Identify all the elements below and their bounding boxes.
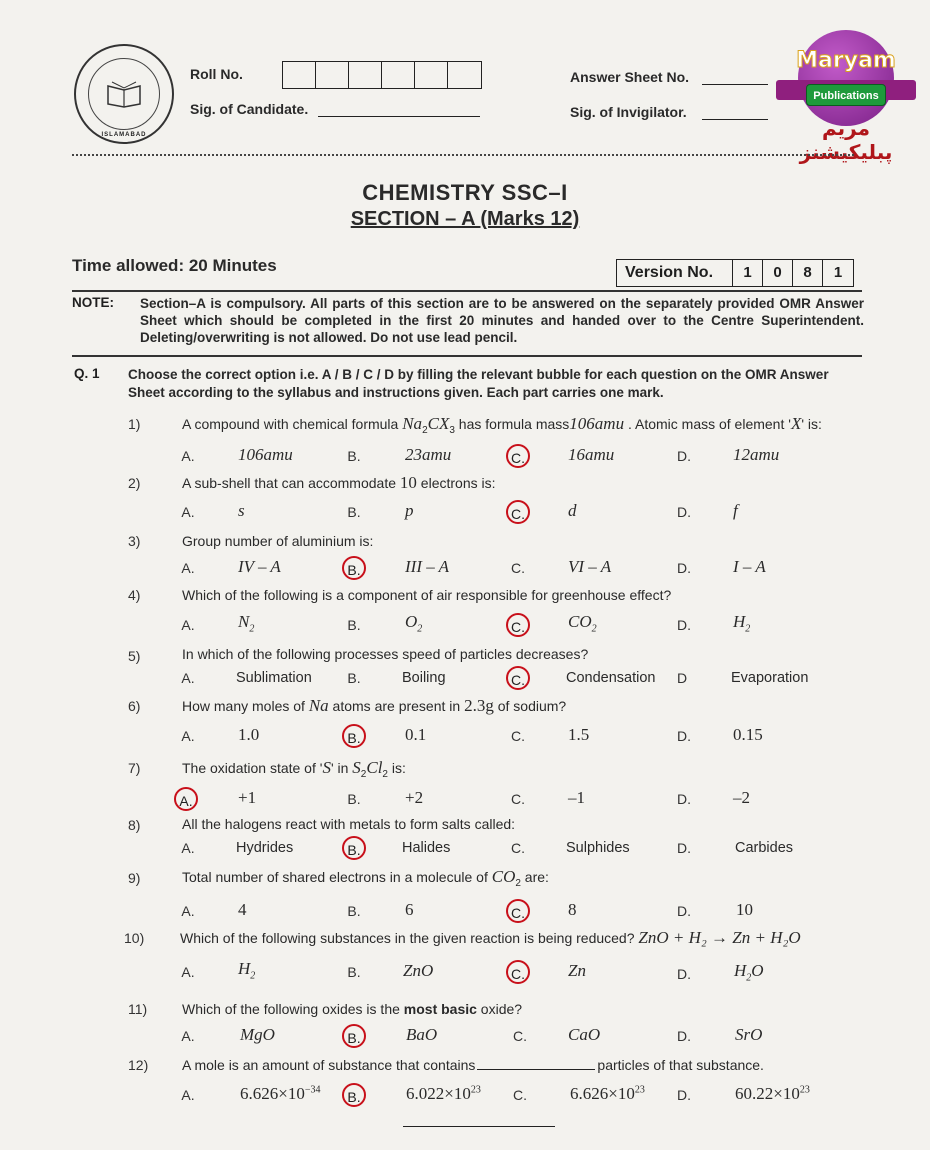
option-number: 6.022×10	[406, 1084, 471, 1103]
option-exponent: −34	[304, 1084, 321, 1096]
stem-text: ' in	[330, 760, 349, 776]
stem-math: 10	[399, 473, 417, 492]
option-value: IV – A	[238, 557, 281, 576]
option-value: ZnO	[403, 961, 434, 980]
stem-sub: 3	[449, 424, 455, 436]
stem-text: Which of the following oxides is the	[182, 1001, 404, 1017]
item-stem	[180, 928, 801, 948]
option-b-bubble[interactable]: B.	[347, 448, 361, 464]
option-d-bubble[interactable]: D.	[677, 560, 691, 576]
option-value: +1	[238, 788, 257, 807]
option-value: f	[733, 501, 738, 520]
option-sub: 2	[745, 623, 751, 635]
dotted-separator	[72, 154, 854, 156]
item-stem	[182, 414, 822, 436]
book-icon	[106, 80, 142, 108]
logo-name: Maryam	[796, 48, 896, 73]
item-number: 7)	[128, 760, 141, 776]
option-value	[238, 612, 254, 634]
option-value: s	[238, 501, 245, 520]
stem-math: X	[790, 414, 802, 433]
stem-math: 106amu	[569, 414, 625, 433]
version-label: Version No.	[617, 260, 733, 286]
option-value: 4	[238, 900, 247, 919]
option-value: Zn	[568, 961, 586, 980]
option-sub: 2	[746, 972, 752, 984]
option-a-bubble[interactable]: A.	[181, 840, 195, 856]
item-number: 10)	[124, 930, 145, 946]
logo-urdu-text: مریم پبلیکیشنز	[799, 116, 893, 164]
item-stem	[182, 473, 496, 493]
stem-text: of sodium?	[493, 698, 567, 714]
option-a-bubble[interactable]: A.	[181, 964, 195, 980]
item-stem: In which of the following processes speed of particles decreases?	[182, 646, 589, 662]
option-b-bubble[interactable]: B.	[347, 670, 361, 686]
option-sub: 2	[250, 970, 256, 982]
stem-text: A sub-shell that can accommodate	[182, 475, 397, 491]
option-a-bubble[interactable]: A.	[181, 560, 195, 576]
stem-math: S	[322, 758, 331, 777]
paper-title: CHEMISTRY SSC–I	[362, 180, 568, 205]
option-sub: 2	[591, 623, 597, 635]
option-value: p	[405, 501, 414, 520]
option-d-bubble[interactable]: D.	[677, 1087, 691, 1103]
option-c-bubble-selected[interactable]: C.	[506, 899, 530, 923]
option-value: Condensation	[566, 670, 656, 686]
option-value: Evaporation	[731, 670, 809, 686]
item-stem: Group number of aluminium is:	[182, 533, 374, 549]
option-value: I – A	[733, 557, 766, 576]
roll-label: Roll No.	[190, 66, 243, 82]
item-number: 3)	[128, 533, 141, 549]
option-value: SrO	[735, 1025, 763, 1044]
stem-text: oxide?	[476, 1001, 523, 1017]
option-sub: 2	[249, 623, 255, 635]
option-c-bubble-selected[interactable]: C.	[506, 444, 530, 468]
option-sub: 2	[417, 623, 423, 635]
roll-digit-box[interactable]	[415, 62, 448, 88]
logo-circle	[798, 30, 894, 126]
option-value: 8	[568, 900, 577, 919]
item-stem: Which of the following is a component of air responsible for greenhouse effect?	[182, 587, 672, 603]
stem-sub: 2	[422, 424, 428, 436]
stem-text: electrons is:	[416, 475, 496, 491]
option-number: 6.626×10	[240, 1084, 305, 1103]
question-label: Q. 1	[74, 366, 100, 381]
item-number: 9)	[128, 870, 141, 886]
publisher-logo	[776, 30, 916, 164]
section-title-text: SECTION – A (Marks 12)	[350, 208, 580, 230]
stem-math: Na	[402, 414, 423, 433]
option-value	[570, 1084, 645, 1104]
stem-math: CO	[491, 867, 516, 886]
option-value: Halides	[402, 840, 451, 856]
item-number: 6)	[128, 698, 141, 714]
option-formula: N	[238, 612, 250, 631]
option-value: 23amu	[405, 445, 452, 464]
option-value: –2	[733, 788, 750, 807]
answer-sheet-field[interactable]	[702, 84, 768, 85]
option-value: +2	[405, 788, 424, 807]
reaction-equation: ZnO + H₂ → Zn + H₂O	[638, 928, 801, 947]
option-a-bubble[interactable]: A.	[181, 1087, 195, 1103]
item-number: 1)	[128, 416, 141, 432]
option-a-bubble[interactable]: A.	[181, 1028, 195, 1044]
option-d-bubble[interactable]: D.	[677, 966, 691, 982]
option-d-bubble[interactable]: D.	[677, 1028, 691, 1044]
option-exponent: 23	[634, 1084, 645, 1096]
end-line	[403, 1126, 555, 1127]
stem-text: Which of the following substances in the given reaction is being reduced?	[180, 930, 635, 946]
stem-text: How many moles of	[182, 698, 305, 714]
option-value: 16amu	[568, 445, 615, 464]
option-value: CaO	[568, 1025, 601, 1044]
option-b-bubble[interactable]: B.	[347, 903, 361, 919]
item-stem: All the halogens react with metals to form salts called:	[182, 816, 516, 832]
option-value	[405, 612, 422, 634]
option-c-bubble[interactable]: C.	[513, 1028, 527, 1044]
option-value	[733, 612, 750, 634]
stem-text: are:	[520, 869, 549, 885]
option-c-bubble-selected[interactable]: C.	[506, 500, 530, 524]
option-exponent: 23	[799, 1084, 810, 1096]
stem-text: particles of that substance.	[597, 1057, 764, 1073]
option-formula: H	[238, 959, 251, 978]
option-value	[735, 1084, 810, 1104]
option-value	[238, 959, 255, 981]
stem-text: has formula mass	[454, 416, 570, 432]
stem-text: A compound with chemical formula	[182, 416, 399, 432]
option-number: 6.626×10	[570, 1084, 635, 1103]
option-d-bubble[interactable]: D.	[677, 728, 691, 744]
option-formula: O	[751, 961, 764, 980]
option-d-bubble[interactable]: D.	[677, 504, 691, 520]
option-value: 6	[405, 900, 414, 919]
item-number: 12)	[128, 1057, 149, 1073]
option-b-bubble-selected[interactable]: B.	[342, 724, 366, 748]
item-number: 2)	[128, 475, 141, 491]
option-formula: H	[734, 961, 747, 980]
stem-text: ' is:	[801, 416, 822, 432]
option-d-bubble[interactable]: D.	[677, 903, 691, 919]
divider-bottom	[72, 355, 862, 357]
roll-number-boxes[interactable]	[282, 61, 482, 89]
item-number: 8)	[128, 817, 141, 833]
option-d-bubble[interactable]: D.	[677, 791, 691, 807]
roll-digit-box[interactable]	[283, 62, 316, 88]
option-exponent: 23	[470, 1084, 481, 1096]
option-a-bubble[interactable]: A.	[181, 617, 195, 633]
stem-math: Na	[308, 696, 329, 715]
option-value: Carbides	[735, 840, 794, 856]
item-number: 5)	[128, 648, 141, 664]
option-value: BaO	[406, 1025, 438, 1044]
option-value: III – A	[405, 557, 450, 576]
option-value: Sulphides	[566, 840, 630, 856]
version-digit: 0	[763, 260, 793, 286]
option-c-bubble[interactable]: C.	[511, 560, 525, 576]
stem-text: . Atomic mass of element '	[624, 416, 791, 432]
seal-text: ISLAMABAD	[101, 132, 147, 138]
stem-math: Cl	[366, 758, 383, 777]
stem-text: Total number of shared electrons in a molecule of	[182, 869, 488, 885]
option-a-bubble-selected[interactable]: A.	[174, 787, 198, 811]
option-c-bubble[interactable]: C.	[511, 791, 525, 807]
answer-sheet-label: Answer Sheet No.	[570, 69, 690, 85]
option-value	[568, 612, 597, 634]
option-a-bubble[interactable]: A.	[181, 448, 195, 464]
item-stem	[182, 1057, 764, 1073]
option-value	[734, 961, 764, 983]
time-allowed: Time allowed: 20 Minutes	[72, 256, 277, 275]
option-a-bubble[interactable]: A.	[181, 903, 195, 919]
option-value	[406, 1084, 481, 1104]
logo-publications: Publications	[806, 84, 886, 106]
divider-top	[72, 290, 862, 292]
option-d-bubble[interactable]: D	[676, 670, 688, 686]
option-c-bubble-selected[interactable]: C.	[506, 613, 530, 637]
stem-text: is:	[387, 760, 406, 776]
option-value: 1.5	[568, 725, 590, 744]
stem-emphasis: most basic	[403, 1001, 477, 1017]
option-number: 60.22×10	[735, 1084, 800, 1103]
option-a-bubble[interactable]: A.	[181, 728, 195, 744]
stem-math: CX	[427, 414, 450, 433]
option-c-bubble[interactable]: C.	[511, 840, 525, 856]
option-d-bubble[interactable]: D.	[677, 617, 691, 633]
sig-invigilator-label: Sig. of Invigilator.	[570, 104, 687, 120]
stem-sub: 2	[382, 768, 388, 780]
sig-candidate-label: Sig. of Candidate.	[190, 101, 309, 117]
version-box	[616, 259, 854, 287]
option-value: d	[568, 501, 577, 520]
note-label: NOTE:	[72, 295, 114, 310]
sig-candidate-field[interactable]	[318, 116, 480, 117]
option-b-bubble-selected[interactable]: B.	[342, 1083, 366, 1107]
item-stem	[182, 1001, 522, 1017]
option-c-bubble-selected[interactable]: C.	[506, 960, 530, 984]
option-value: 10	[736, 900, 753, 919]
option-formula: O	[405, 612, 418, 631]
fill-blank	[477, 1069, 595, 1070]
roll-digit-box[interactable]	[382, 62, 415, 88]
roll-digit-box[interactable]	[349, 62, 382, 88]
option-value: Boiling	[402, 670, 446, 686]
option-b-bubble[interactable]: B.	[347, 617, 361, 633]
item-stem	[182, 696, 566, 716]
stem-math: S	[352, 758, 361, 777]
stem-sub: 2	[515, 877, 521, 889]
option-c-bubble[interactable]: C.	[511, 728, 525, 744]
stem-text: atoms are present in	[328, 698, 461, 714]
roll-digit-box[interactable]	[448, 62, 481, 88]
option-b-bubble-selected[interactable]: B.	[342, 836, 366, 860]
option-c-bubble[interactable]: C.	[513, 1087, 527, 1103]
item-number: 4)	[128, 587, 141, 603]
option-value: 0.1	[405, 725, 427, 744]
option-value: 0.15	[733, 725, 763, 744]
stem-text: The oxidation state of '	[182, 760, 323, 776]
option-value: VI – A	[568, 557, 612, 576]
option-b-bubble[interactable]: B.	[347, 504, 361, 520]
option-b-bubble-selected[interactable]: B.	[342, 1024, 366, 1048]
stem-sub: 2	[360, 768, 367, 780]
option-value: 106amu	[238, 445, 293, 464]
version-digit: 8	[793, 260, 823, 286]
version-digit: 1	[733, 260, 763, 286]
option-b-bubble[interactable]: B.	[347, 791, 361, 807]
option-b-bubble-selected[interactable]: B.	[342, 556, 366, 580]
option-a-bubble[interactable]: A.	[181, 670, 195, 686]
option-value: –1	[568, 788, 585, 807]
section-title	[0, 208, 930, 231]
version-digit: 1	[833, 264, 843, 281]
stem-math: 2.3g	[464, 696, 494, 715]
option-d-bubble[interactable]: D.	[677, 840, 691, 856]
sig-invigilator-field[interactable]	[702, 119, 768, 120]
board-seal-icon	[74, 44, 174, 144]
option-a-bubble[interactable]: A.	[181, 504, 195, 520]
question-instruction: Choose the correct option i.e. A / B / C / D by filling the relevant bubble for each question on the OMR Answer Sheet according to the syllabus and instructions given. Each part carries one mark.	[128, 367, 829, 400]
option-value: MgO	[240, 1025, 275, 1044]
option-value	[240, 1084, 320, 1104]
option-value: Hydrides	[236, 840, 294, 856]
option-value: 1.0	[238, 725, 260, 744]
option-value: Sublimation	[236, 670, 312, 686]
roll-digit-box[interactable]	[316, 62, 349, 88]
option-formula: CO	[568, 612, 592, 631]
item-number: 11)	[128, 1001, 148, 1017]
option-d-bubble[interactable]: D.	[677, 448, 691, 464]
option-formula: H	[733, 612, 746, 631]
option-value: 12amu	[733, 445, 780, 464]
item-stem	[182, 867, 549, 889]
option-b-bubble[interactable]: B.	[347, 964, 361, 980]
option-c-bubble-selected[interactable]: C.	[506, 666, 530, 690]
note-text: Section–A is compulsory. All parts of this section are to be answered on the separately provided OMR Answer Sheet which should be completed in the first 20 minutes and handed over to the Centre Superintendent. Deleting/overwriting is not allowed. Do not use lead pencil.	[140, 296, 864, 345]
stem-text: A mole is an amount of substance that contains	[182, 1057, 476, 1073]
item-stem	[182, 758, 406, 780]
